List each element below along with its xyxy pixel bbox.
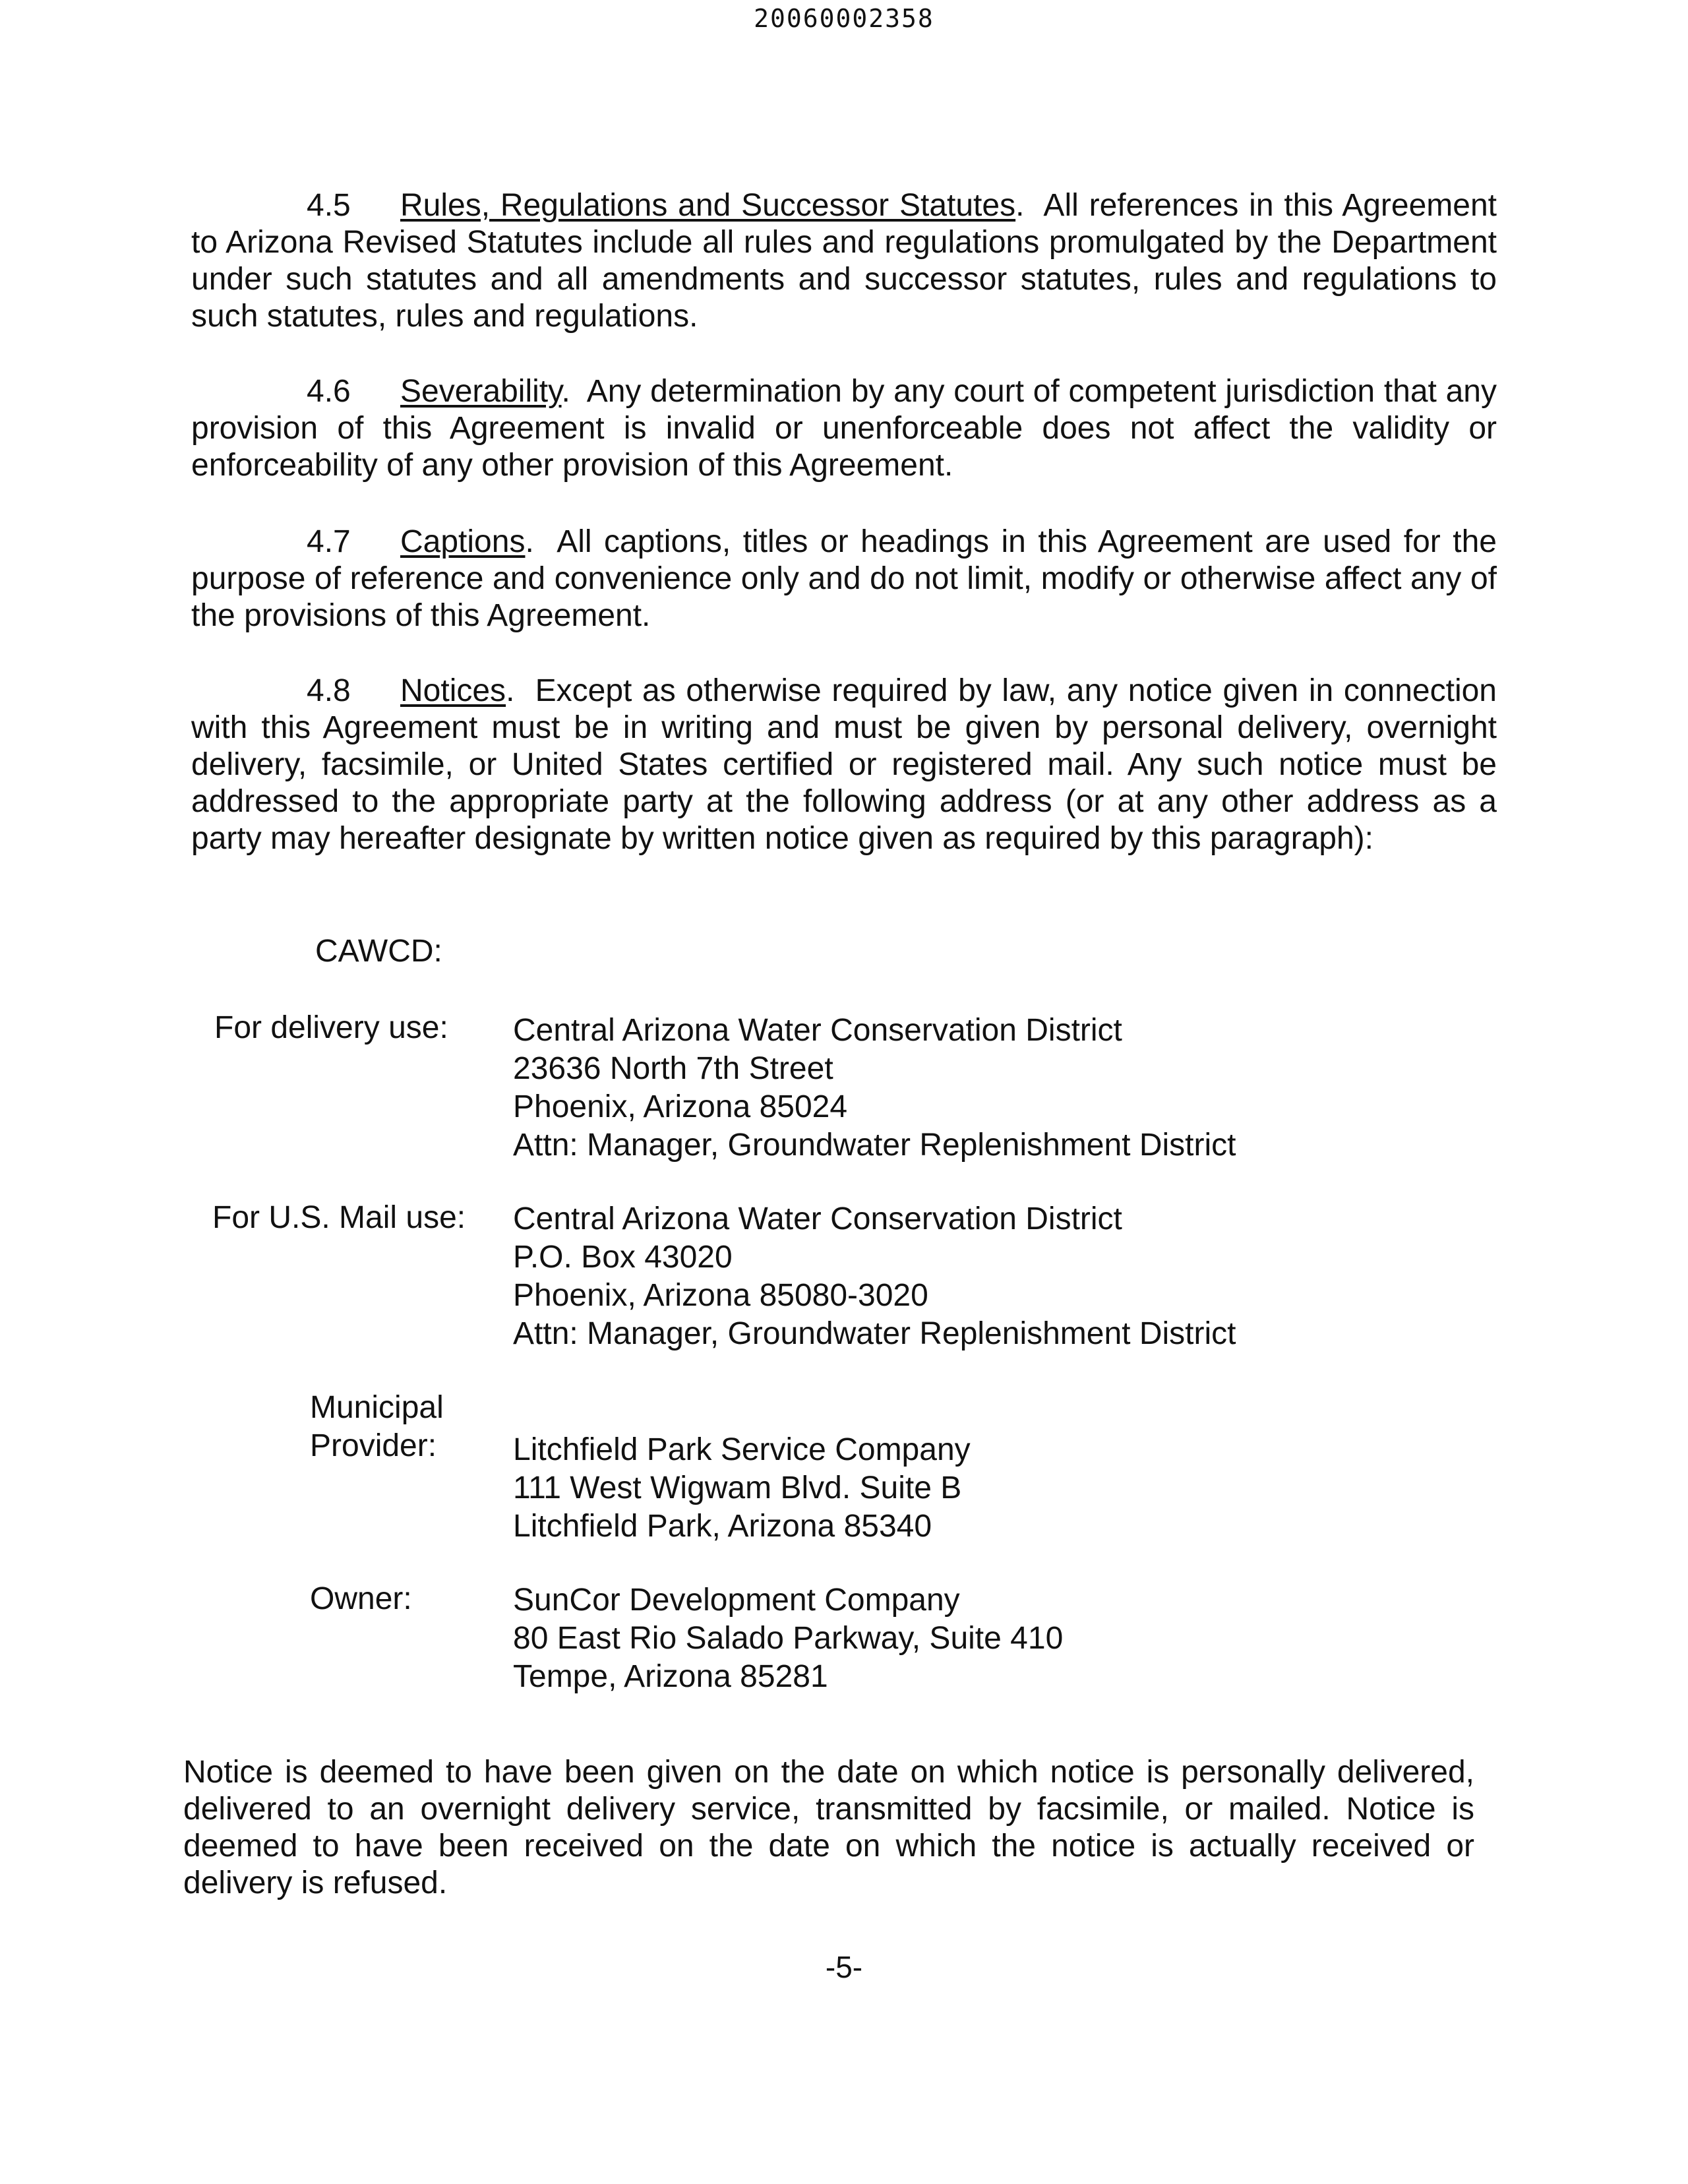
- address-block-municipal-provider: [513, 1431, 971, 1546]
- section-number: 4.8: [307, 673, 351, 708]
- section-body: All references in this Agreement to Arizona Revised Statutes include all rules and regulations promulgated by the Department under such statutes and all amendments and successor statutes, rules and regulations to such statutes, rules and regulations.: [191, 188, 1497, 334]
- section-number: 4.5: [307, 188, 351, 223]
- address-label-owner: Owner:: [310, 1581, 412, 1616]
- section-4-6: 4.6 Severability. Any determination by any court of competent jurisdiction that any provision of this Agreement is invalid or unenforceable does not affect the validity or enforceability of any other provision of this Agreement.: [191, 374, 1497, 483]
- address-line: P.O. Box 43020: [513, 1240, 733, 1275]
- address-block-owner: [513, 1581, 1063, 1696]
- closing-paragraph: Notice is deemed to have been given on the date on which notice is personally delivered, delivered to an overnight delivery service, transmitted by facsimile, or mailed. Notice is deemed to have been received on the date on which the notice is actually received or delivery is refused.: [183, 1755, 1474, 1900]
- address-label-delivery: For delivery use:: [214, 1010, 448, 1045]
- section-heading: Notices: [400, 673, 506, 708]
- address-line: 23636 North 7th Street: [513, 1051, 833, 1086]
- address-line: Phoenix, Arizona 85024: [513, 1089, 848, 1124]
- address-line: Attn: Manager, Groundwater Replenishment District: [513, 1316, 1236, 1351]
- address-line: Central Arizona Water Conservation District: [513, 1013, 1122, 1048]
- address-line: SunCor Development Company: [513, 1583, 960, 1618]
- address-block-mail: [513, 1200, 1236, 1353]
- address-block-delivery: [513, 1012, 1236, 1165]
- address-line: Phoenix, Arizona 85080-3020: [513, 1278, 928, 1313]
- address-line: 111 West Wigwam Blvd. Suite B: [513, 1471, 962, 1505]
- address-line: Tempe, Arizona 85281: [513, 1659, 828, 1694]
- section-4-7: 4.7 Captions. All captions, titles or headings in this Agreement are used for the purpose of reference and convenience only and do not limit, modify or otherwise affect any of the provisions of this Agreement.: [191, 524, 1497, 633]
- section-4-5: 4.5 Rules, Regulations and Successor Statutes. All references in this Agreement to Arizona Revised Statutes include all rules and regulations promulgated by the Department under such statutes and all amendments and successor statutes, rules and regulations to such statutes, rules and regulations.: [191, 188, 1497, 334]
- section-heading: Rules, Regulations and Successor Statutes: [400, 188, 1016, 223]
- address-line: Attn: Manager, Groundwater Replenishment District: [513, 1128, 1236, 1163]
- document-number: 20060002358: [754, 4, 934, 33]
- address-line: Central Arizona Water Conservation District: [513, 1201, 1122, 1236]
- address-label-mail: For U.S. Mail use:: [212, 1200, 466, 1235]
- section-body: Except as otherwise required by law, any notice given in connection with this Agreement must be in writing and must be given by personal delivery, overnight delivery, facsimile, or United States certified or registered mail. Any such notice must be addressed to the appropriate party at the following address (or at any other address as a party may hereafter designate by written notice given as required by this paragraph):: [191, 673, 1497, 856]
- section-number: 4.7: [307, 524, 351, 559]
- address-label-municipal: Municipal: [310, 1390, 444, 1425]
- address-line: Litchfield Park Service Company: [513, 1432, 971, 1467]
- section-body: All captions, titles or headings in this Agreement are used for the purpose of reference and convenience only and do not limit, modify or otherwise affect any of the provisions of this Agreement.: [191, 524, 1497, 633]
- section-heading: Severability: [400, 374, 562, 409]
- section-4-8: 4.8 Notices. Except as otherwise required by law, any notice given in connection with this Agreement must be in writing and must be given by personal delivery, overnight delivery, facsimile, or United States certified or registered mail. Any such notice must be addressed to the appropriate party at the following address (or at any other address as a party may hereafter designate by written notice given as required by this paragraph):: [191, 673, 1497, 856]
- address-line: 80 East Rio Salado Parkway, Suite 410: [513, 1621, 1064, 1656]
- address-line: Litchfield Park, Arizona 85340: [513, 1509, 932, 1544]
- section-heading: Captions: [400, 524, 526, 559]
- section-body: Any determination by any court of competent jurisdiction that any provision of this Agreement is invalid or unenforceable does not affect the validity or enforceability of any other provision of this Agreement.: [191, 374, 1497, 483]
- section-number: 4.6: [307, 374, 351, 409]
- cawcd-label: CAWCD:: [315, 934, 442, 969]
- address-label-provider: Provider:: [310, 1428, 437, 1463]
- page-number: -5-: [825, 1950, 863, 1984]
